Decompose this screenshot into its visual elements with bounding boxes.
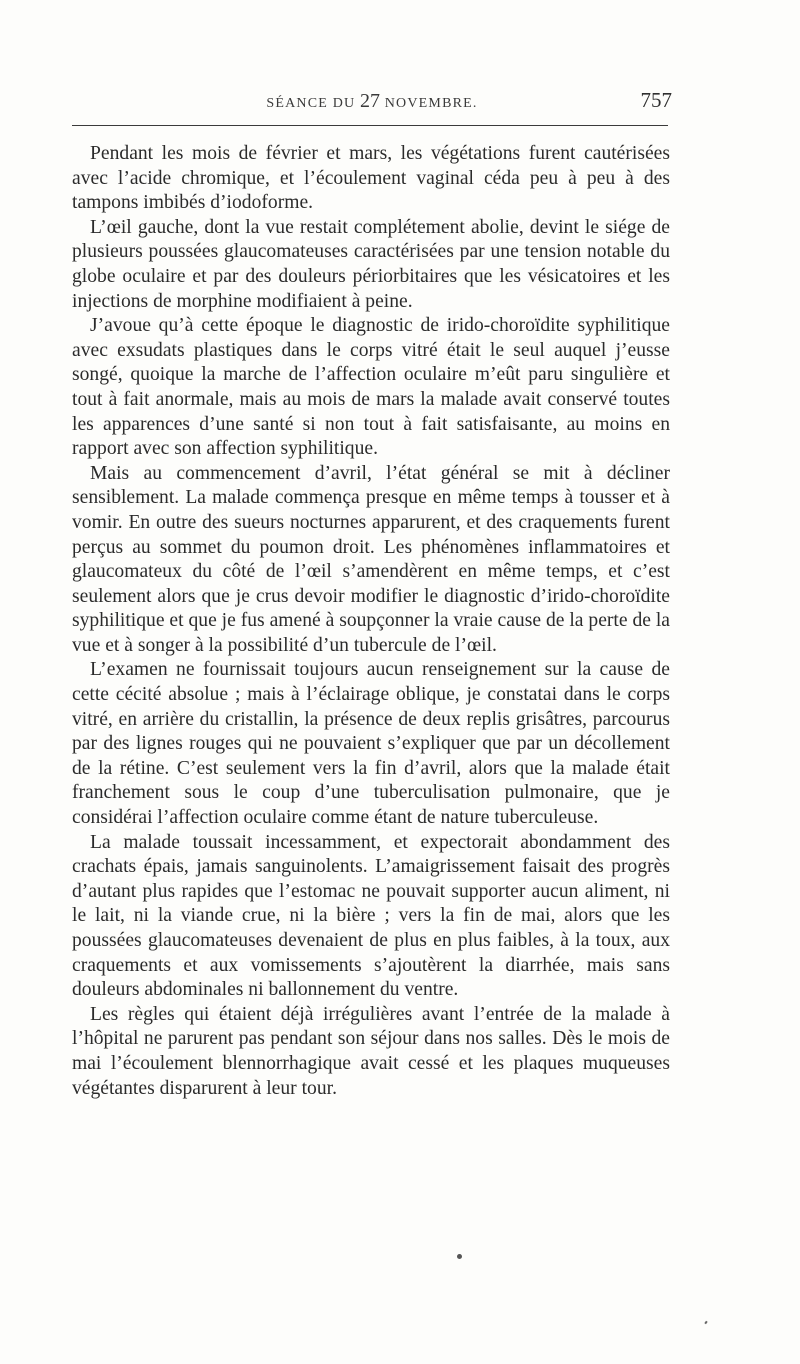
paragraph: Les règles qui étaient déjà irrégulières avant l’entrée de la malade à l’hôpital ne parurent pas pendant son séjour dans nos salles. Dès le mois de mai l’écoulement blennorrhagique avait cessé et les plaques muqueuses végétantes disparurent à leur tour.: [72, 1003, 670, 1099]
page-number: 757: [640, 88, 672, 112]
paragraph: La malade toussait incessamment, et expectorait abondamment des crachats épais, jamais sanguinolents. L’amaigrissement faisait des progrès d’autant plus rapides que l’estomac ne pouvait supporter aucun aliment, ni le lait, ni la viande crue, ni la bière ; vers la fin de mai, alors que les poussées glaucomateuses devenaient de plus en plus faibles, à la toux, aux craquements et aux vomissements s’ajoutèrent la diarrhée, mais sans douleurs abdominales ni ballonnement du ventre.: [72, 831, 670, 1001]
running-head-suffix: NOVEMBRE.: [380, 96, 478, 111]
ink-dot: [457, 1254, 462, 1259]
ink-speck: [704, 1321, 707, 1325]
paragraph: Pendant les mois de février et mars, les végétations furent cautérisées avec l’acide chromique, et l’écoulement vaginal céda peu à peu à des tampons imbibés d’iodoforme.: [72, 143, 670, 214]
running-head: [72, 90, 672, 113]
paragraph: J’avoue qu’à cette époque le diagnostic de irido-choroïdite syphilitique avec exsudats plastiques dans le corps vitré était le seul auquel j’eusse songé, quoique la marche de l’affection oculaire m’eût paru singulière et tout à fait anormale, mais au mois de mars la malade avait conservé toutes les apparences d’une santé si non tout à fait satisfaisante, au moins en rapport avec son affection syphilitique.: [72, 315, 670, 460]
body-text: [72, 142, 670, 1101]
header-rule: [72, 125, 668, 126]
paragraph: Mais au commencement d’avril, l’état général se mit à décliner sensiblement. La malade commença presque en même temps à tousser et à vomir. En outre des sueurs nocturnes apparurent, et des craquements furent perçus au sommet du poumon droit. Les phénomènes inflammatoires et glaucomateux du côté de l’œil s’amendèrent en même temps, et c’est seulement alors que je crus devoir modifier le diagnostic d’irido-choroïdite syphilitique et que je fus amené à soupçonner la vraie cause de la perte de la vue et à songer à la possibilité d’un tubercule de l’œil.: [72, 462, 670, 656]
running-head-prefix: SÉANCE DU: [266, 96, 361, 111]
page-header: [72, 90, 672, 114]
paragraph: L’œil gauche, dont la vue restait complétement abolie, devint le siége de plusieurs poussées glaucomateuses caractérisées par une tension notable du globe oculaire et par des douleurs périorbitaires que les vésicatoires et les injections de morphine modifiaient à peine.: [72, 216, 670, 312]
paragraph: L’examen ne fournissait toujours aucun renseignement sur la cause de cette cécité absolue ; mais à l’éclairage oblique, je constatai dans le corps vitré, en arrière du cristallin, la présence de deux replis grisâtres, parcourus par des lignes rouges qui ne pouvaient s’expliquer que par un décollement de la rétine. C’est seulement vers la fin d’avril, alors que la malade était franchement sous le coup d’une tuberculisation pulmonaire, que je considérai l’affection oculaire comme étant de nature tuberculeuse.: [72, 659, 670, 829]
running-head-date: 27: [360, 90, 381, 112]
